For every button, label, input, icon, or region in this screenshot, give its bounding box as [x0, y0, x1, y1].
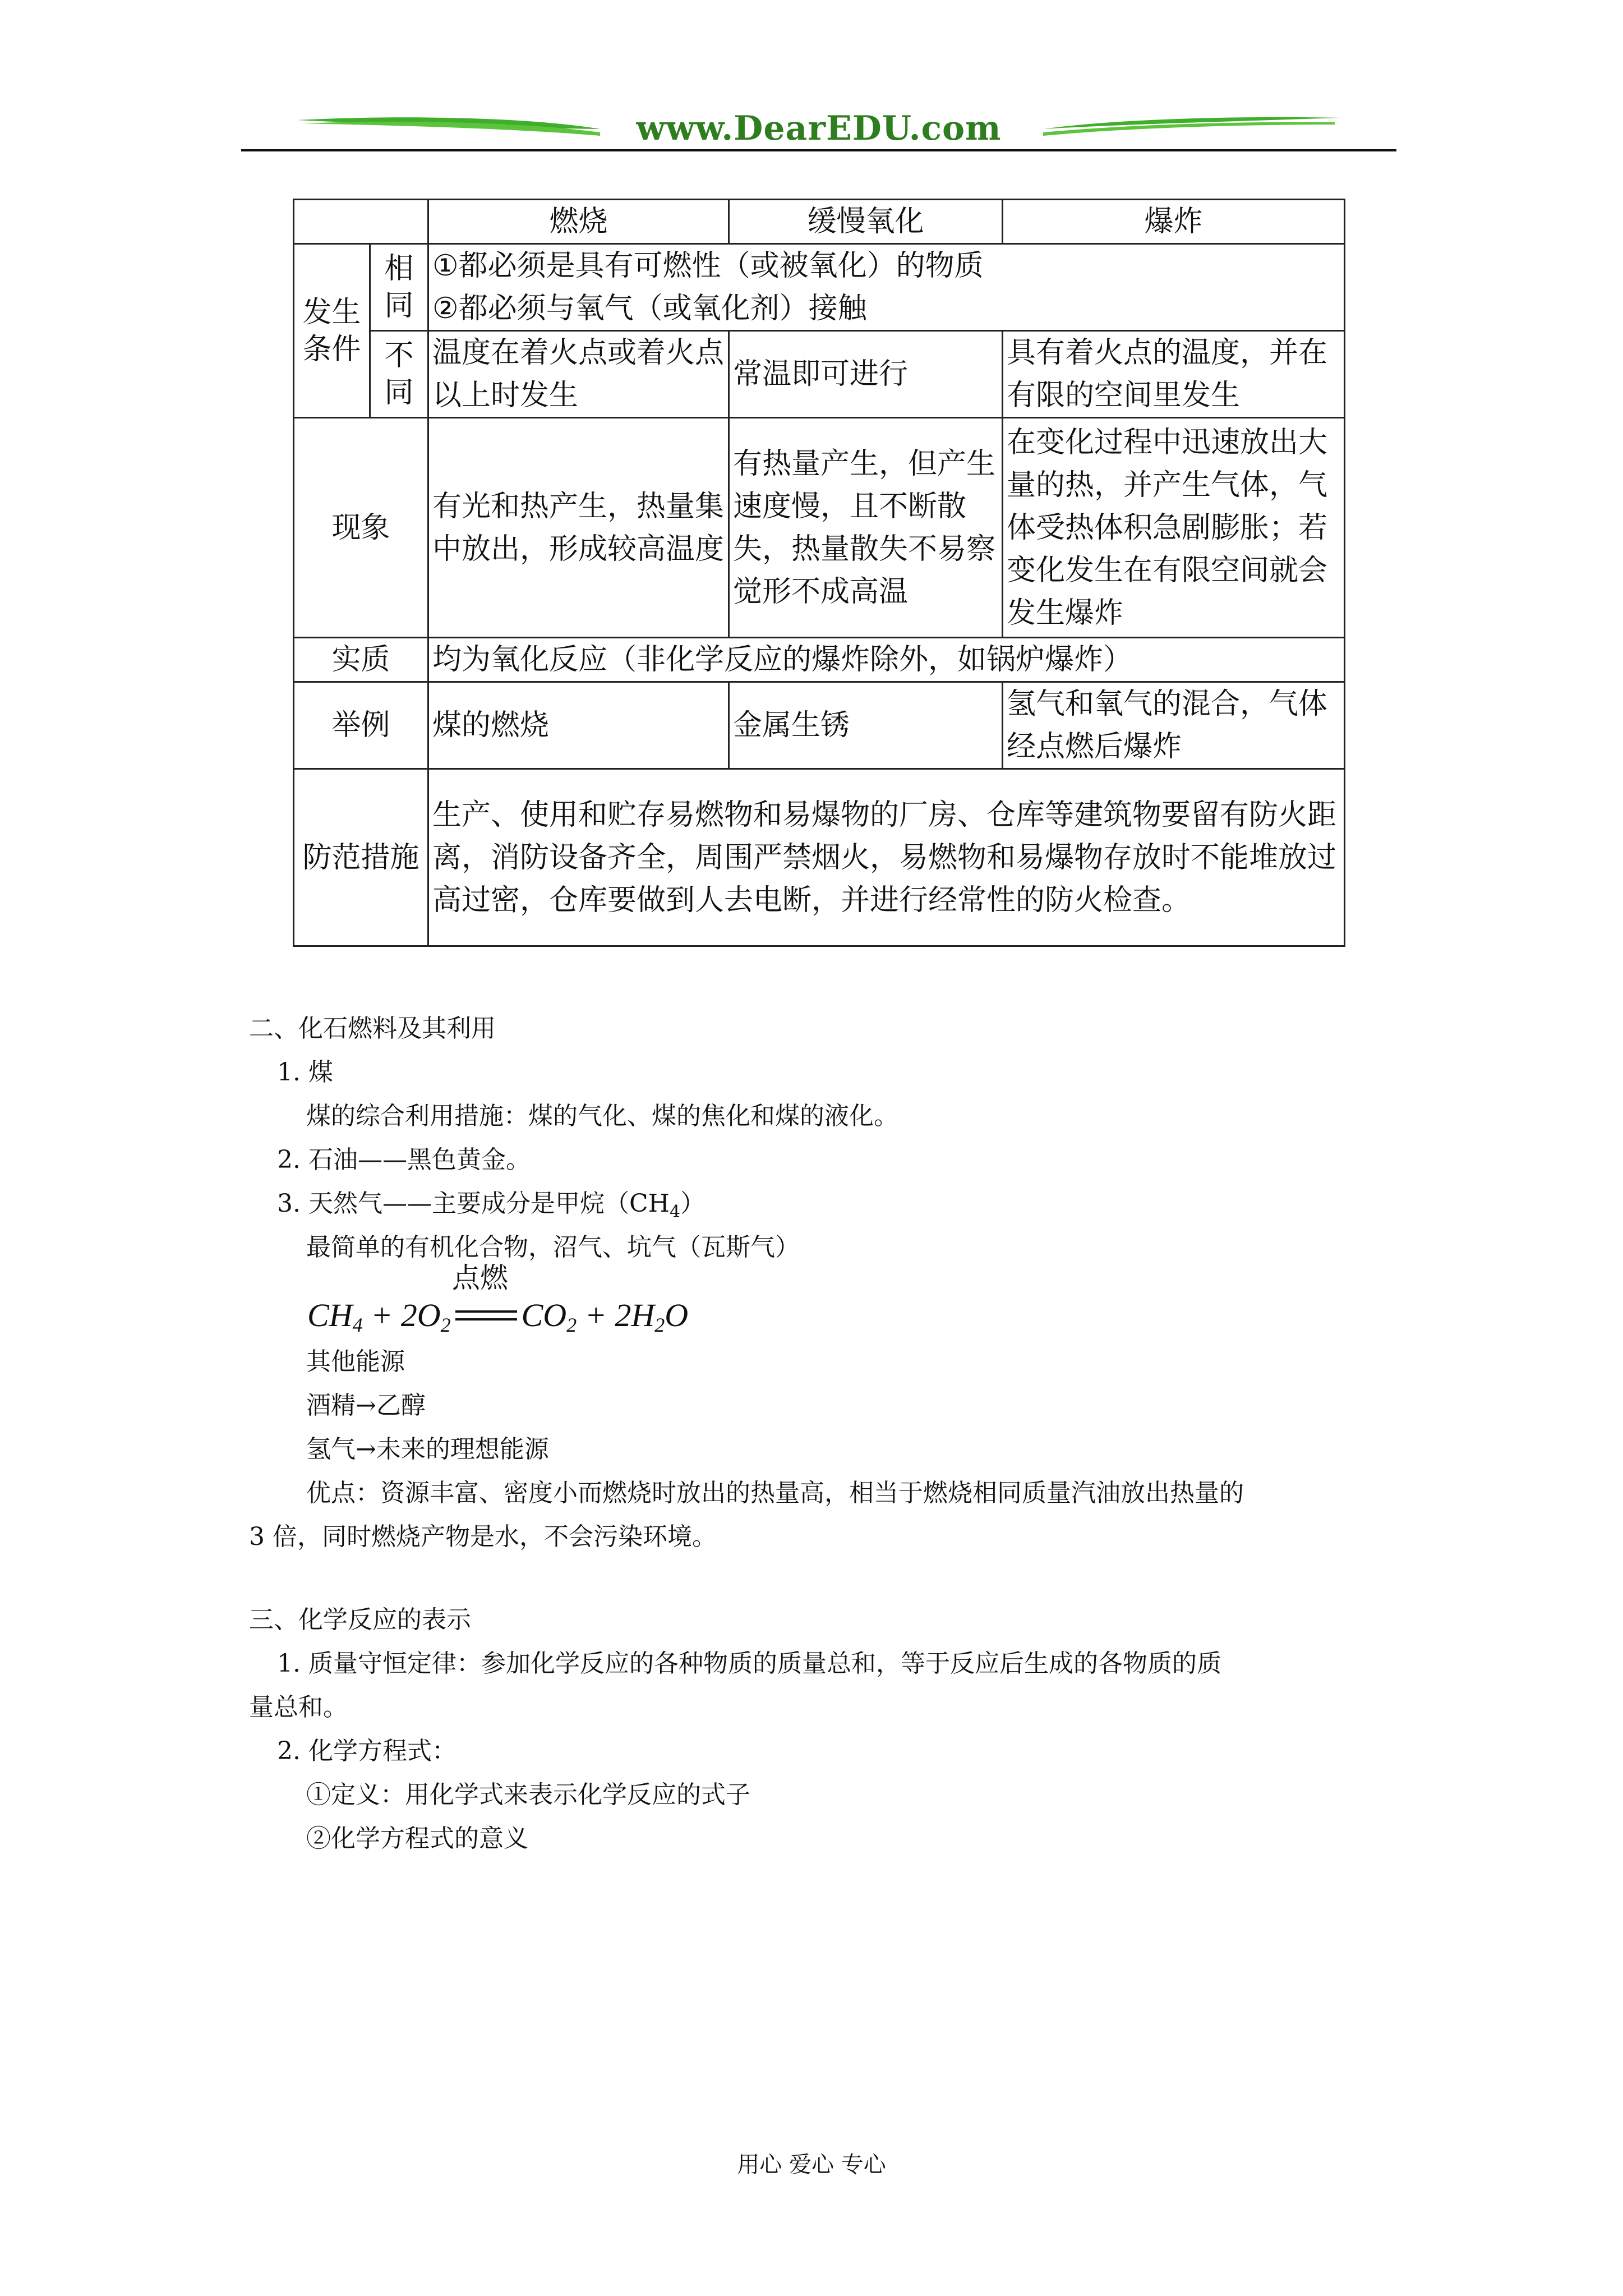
phenomenon-combustion-cell: 有光和热产生，热量集中放出，形成较高温度	[428, 418, 729, 638]
coal-usage-text: 煤的综合利用措施：煤的气化、煤的焦化和煤的液化。	[306, 1102, 898, 1130]
same-condition-1: ①都必须是具有可燃性（或被氧化）的物质	[432, 249, 984, 283]
phenomenon-explosion-cell: 在变化过程中迅速放出大量的热，并产生气体，气体受热体积急剧膨胀；若变化发生在有限空间就会发生爆炸	[1003, 418, 1345, 638]
row-label-conditions: 发生条件	[294, 244, 370, 418]
phenomenon-slow-oxidation-cell: 有热量产生，但产生速度慢，且不断散失，热量散失不易察觉形不成高温	[729, 418, 1003, 638]
header-slow-oxidation: 缓慢氧化	[729, 200, 1003, 244]
page-footer: 用心 爱心 专心	[737, 2152, 886, 2178]
section-2-item-3	[277, 1187, 705, 1229]
section-2-item-1: 1. 煤	[277, 1058, 333, 1087]
row-sublabel-different: 不同	[370, 331, 428, 418]
header-divider	[241, 149, 1396, 151]
row-label-essence: 实质	[294, 638, 428, 682]
page-header	[241, 107, 1396, 157]
site-logo-text[interactable]: www.DearEDU.com	[636, 109, 1002, 148]
eq-ch: CH	[307, 1297, 353, 1333]
table-row-essence	[294, 638, 1345, 682]
equation-definition: ①定义：用化学式来表示化学反应的式子	[306, 1780, 750, 1809]
equation-line	[307, 1296, 688, 1345]
section-2-item-2: 2. 石油——黑色黄金。	[277, 1145, 531, 1174]
essence-cell: 均为氧化反应（非化学反应的爆炸除外，如锅炉爆炸）	[428, 638, 1345, 682]
header-combustion: 燃烧	[428, 200, 729, 244]
eq-co: CO	[521, 1297, 567, 1333]
natural-gas-close: ）	[680, 1189, 706, 1218]
table-header-row	[294, 200, 1345, 244]
mass-conservation-line-2: 量总和。	[249, 1693, 348, 1722]
row-label-examples: 举例	[294, 682, 428, 769]
diff-explosion-cell: 具有着火点的温度，并在有限的空间里发生	[1003, 331, 1345, 418]
section-3-item-2: 2. 化学方程式：	[277, 1737, 457, 1765]
row-sublabel-same: 相同	[370, 244, 428, 331]
eq-plus-2o: + 2O	[371, 1297, 441, 1333]
prevention-cell: 生产、使用和贮存易燃物和易爆物的厂房、仓库等建筑物要留有防火距离，消防设备齐全，周围严禁烟火，易燃物和易爆物存放时不能堆放过高过密，仓库要做到人去电断，并进行经常性的防火检查。	[428, 769, 1345, 946]
equation-meaning: ②化学方程式的意义	[306, 1824, 528, 1853]
section-3-title: 三、化学反应的表示	[249, 1605, 471, 1634]
methane-description: 最简单的有机化合物，沼气、坑气（瓦斯气）	[306, 1233, 800, 1262]
table-row-conditions-diff	[294, 331, 1345, 418]
natural-gas-label: 3. 天然气——主要成分是甲烷（CH	[277, 1189, 670, 1218]
diff-slow-oxidation-cell: 常温即可进行	[729, 331, 1003, 418]
example-combustion-cell: 煤的燃烧	[428, 682, 729, 769]
header-explosion: 爆炸	[1003, 200, 1345, 244]
row-label-prevention: 防范措施	[294, 769, 428, 946]
table-row-prevention	[294, 769, 1345, 946]
mass-conservation-line-1: 1. 质量守恒定律：参加化学反应的各种物质的质量总和，等于反应后生成的各物质的质	[277, 1649, 1221, 1678]
eq-sub-2b: 2	[566, 1314, 577, 1336]
eq-sub-4: 4	[352, 1314, 363, 1336]
eq-sub-2c: 2	[654, 1314, 665, 1336]
example-slow-oxidation-cell: 金属生锈	[729, 682, 1003, 769]
example-explosion-cell: 氢气和氧气的混合，气体经点燃后爆炸	[1003, 682, 1345, 769]
reaction-condition-label: 点燃	[452, 1262, 508, 1294]
eq-o: O	[665, 1297, 689, 1333]
methane-subscript: 4	[670, 1202, 681, 1222]
hydrogen-line: 氢气→未来的理想能源	[306, 1435, 549, 1464]
diff-combustion-cell: 温度在着火点或着火点以上时发生	[428, 331, 729, 418]
alcohol-line: 酒精→乙醇	[306, 1391, 426, 1420]
other-energy-heading: 其他能源	[306, 1347, 405, 1376]
conditions-same-cell	[428, 244, 1345, 331]
section-2-title: 二、化石燃料及其利用	[249, 1014, 496, 1043]
eq-sub-2a: 2	[440, 1314, 451, 1336]
comparison-table	[293, 199, 1345, 947]
header-empty-cell	[294, 200, 428, 244]
equals-sign	[455, 1310, 517, 1320]
same-condition-2: ②都必须与氧气（或氧化剂）接触	[432, 292, 867, 325]
eq-plus-2h: + 2H	[584, 1297, 655, 1333]
advantages-line-2: 3 倍，同时燃烧产物是水，不会污染环境。	[249, 1522, 717, 1551]
methane-combustion-equation	[307, 1261, 812, 1340]
advantages-line-1: 优点：资源丰富、密度小而燃烧时放出的热量高，相当于燃烧相同质量汽油放出热量的	[306, 1479, 1244, 1507]
table-row-phenomenon	[294, 418, 1345, 638]
table-row-conditions-same	[294, 244, 1345, 331]
table-row-examples	[294, 682, 1345, 769]
row-label-phenomenon: 现象	[294, 418, 428, 638]
